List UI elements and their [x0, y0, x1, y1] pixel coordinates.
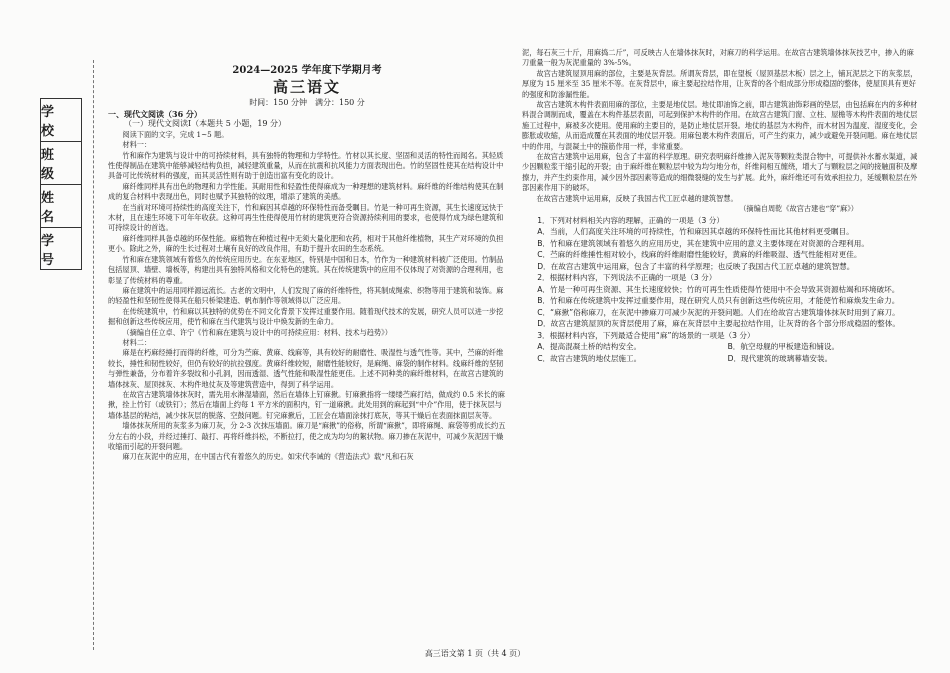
option: B．竹和麻在建筑领域有着悠久的应用历史，其在建筑中应用的意义主要体现在对资源的合理利用。 — [537, 238, 869, 248]
paragraph: 在传统建筑中，竹和麻以其独特的优势在不同文化背景下发挥过重要作用。随着现代技术的发展，研究人员可以进一步挖掘和创新这些传统应用，使竹和麻在当代建筑与设计中焕发新的生命力。 — [108, 306, 504, 327]
option: D．故宫古建筑屋顶的灰背层使用了麻，麻在灰背层中主要起拉结作用，让灰背的各个部分形成稳固的整体。 — [537, 319, 900, 329]
section-heading: 一、现代文阅读（36 分） — [108, 109, 202, 119]
exam-title: 高三语文 — [272, 78, 341, 96]
binding-fold-line — [93, 60, 94, 650]
class-label: 班 级 — [41, 142, 81, 185]
page-footer: 高三语文第 1 页（共 4 页） — [424, 649, 526, 658]
paragraph: 麻纤维同样具有出色的物理和力学性能。其耐用性和轻盈性使得麻成为一种理想的建筑材料。麻纤维的纤维结构使其在制成的复合材料中表现出色，同时也赋予其独特的纹理，增添了建筑的美感。 — [108, 181, 504, 202]
paragraph: 在故宫古建筑中运用麻，包含了丰富的科学原理。研究表明麻纤维掺入泥灰等颗粒类混合物中，可提供补水蓄水渠道，减少因颗粒浆干缩引起的开裂；由于麻纤维在颗粒层中较为均匀地分布，纤维间相互缠绕，增大了与颗粒层之间的接触面积及摩擦力，并产生约束作用，减少因外部因素等造成的细微裂缝的发生与扩展。此外，麻纤维还可有效承担拉力，延缓颗粒层在外部因素作用下的破坏。 — [522, 152, 918, 193]
paragraph: 在当前对环境可持续性的高度关注下，竹和麻因其卓越的环保特性而备受瞩目。竹是一种可再生资源，其生长速度远快于木材，且在速生环境下可年年收获。这种可再生性使得使用竹材的建筑更符合资源持续利用的要求，也使得竹成为绿色建筑和可持续设计的首选。 — [108, 202, 504, 233]
question-3: 3．根据材料内容，下列最适合使用“麻”的场景的一项是（3 分） — [537, 331, 755, 341]
option: C．“麻揪”俗称麻刀，在灰泥中掺麻刀可减少灰泥的开裂问题。人们在给故宫古建筑墙体抹灰时用到了麻刀。 — [537, 307, 900, 317]
material-label: 材料二： — [122, 337, 152, 347]
paragraph: 在故宫古建筑墙体抹灰时，需先用水淋湿墙面，然后在墙体上钉麻揪。钉麻揪指将一缕缕苎麻打结，做成约 0.5 米长的麻揪，拴上竹钉（或铁钉）；然后在墙面上约每 1 平方米的面积内，钉一道麻揪。此处用到的麻起到“中介”作用，使于抹灰层与墙体基层的粘结，减少抹灰层的脱落、空鼓问题。钉完麻揪后，工匠会在墙面涂抹打底灰，等其干燥后在表面抹面层灰等。 — [108, 389, 505, 420]
right-column — [522, 48, 918, 365]
paragraph: 在故宫古建筑中运用麻，反映了我国古代工匠卓越的建筑智慧。 — [536, 193, 738, 203]
question-1: 1．下列对材料相关内容的理解，正确的一项是（3 分） — [537, 215, 724, 225]
paragraph: 麻在建筑中的运用同样源远流长。古老的文明中，人们发现了麻的纤维特性，将其制成绳索、织物等用于建筑和装饰。麻的轻盈性和坚韧性使得其在船只桥梁建造、帆布制作等领域得以广泛应用。 — [108, 285, 504, 306]
name-label: 姓 名 — [41, 185, 81, 228]
option: C．故宫古建筑的地仗层施工。 — [537, 354, 642, 364]
paragraph: 故宫古建筑木构件表面用麻的部位，主要是地仗层。地仗即油饰之前，即古建筑油饰彩画的垫层，由包括麻在内的多种材料混合调制而成，覆盖在木构件基层表面，可起到保护木构件的作用。在故宫古建筑门窗、立柱、屋檐等木构件表面的地仗层施工过程中，麻被多次使用。使用麻的主要目的，是防止地仗层开裂。地仗的基层为木构件，而木材因为温度、湿度变化，会膨胀或收缩，从而造成覆在其表面的地仗层开裂。用麻包裹木构件表面后，可产生约束力，减少或避免开裂问题。麻在地仗层中的作用，与混凝土中的箍筋作用一样，非常重要。 — [522, 100, 918, 151]
source-citation: （摘编自任立卓、许宁《竹和麻在建筑与设计中的可持续应用：材料、技术与趋势》） — [122, 327, 392, 337]
option: A．提高混凝土桥的结构安全。 — [537, 342, 642, 352]
left-column — [108, 64, 506, 463]
paragraph: 麻刀在灰泥中的应用，在中国古代有着悠久的历史。如宋代李诫的《营造法式》载“凡和石灰 — [122, 452, 414, 462]
option-grid — [522, 341, 918, 365]
material-label: 材料一： — [122, 140, 152, 150]
exam-year: 2024—2025 学年度下学期月考 — [232, 65, 382, 76]
instruction: 阅读下面的文字，完成 1~5 题。 — [122, 129, 229, 139]
time-info: 时间：150 分钟 满分：150 分 — [249, 98, 365, 107]
option: D．现代建筑的玻璃幕墙安装。 — [727, 354, 833, 364]
option: D．在故宫古建筑中运用麻，包含了丰富的科学原理；也反映了我国古代工匠卓越的建筑智慧。 — [537, 261, 855, 271]
option: A．竹是一种可再生资源、其生长速度较快；竹的可再生性质使得竹使用中不会导致其资源枯竭和环境破坏。 — [537, 284, 900, 294]
paragraph: 故宫古建筑屋顶用麻的部位，主要是灰背层。所谓灰背层，即在望板（屋顶基层木板）层之上，铺瓦泥层之下的灰浆层，厚度为 15 厘米至 35 厘米不等。在灰背层中，麻主要起拉结作用，让灰背的各个组成部分形成稳固的整体，使屋顶具有更好的强度和防渗漏性能。 — [522, 68, 918, 99]
student-number-label: 学 号 — [41, 234, 60, 268]
paragraph: 竹和麻在建筑领域有着悠久的传统应用历史。在东亚地区，特别是中国和日本，竹作为一种建筑材料被广泛使用。竹制品包括屋顶、墙壁、墙板等，构建出具有独特风格和文化特色的建筑。其在传统建筑中的应用不仅体现了对资源的合理利用，也彰显了传统材料的尊重。 — [108, 254, 504, 285]
paragraph: 泥，每石灰三十斤，用麻捣二斤”，可反映古人在墙体抹灰时，对麻刀的科学运用。在故宫古建筑墙体抹灰技艺中，掺入的麻刀重量一般为灰泥重量的 3%-5%。 — [522, 48, 914, 68]
option: B．竹和麻在传统建筑中发挥过重要作用，现在研究人员只有创新这些传统应用，才能使竹和麻焕发生命力。 — [537, 296, 900, 306]
binding-info-box — [40, 98, 82, 270]
option: C．苎麻的纤维捶性相对较小，线麻的纤维耐磨性能较好，黄麻的纤维吸湿、透气性能相对更佳。 — [537, 250, 862, 260]
paragraph: 麻是在朽麻经捶打而得的纤维，可分为苎麻、黄麻、线麻等，具有较好的耐磨性、吸湿性与透气性等。其中，苎麻的纤维较长，捶性和韧性较好，但仍有较好的抗拉强度。黄麻纤维较短，耐磨性能较好，是麻绳、麻袋的制作材料。线麻纤维的坚韧与弹性兼备，分布着许多裂纹和小孔洞，因而透湿、透气性能和吸湿性能更佳。上述不同种类的麻纤维材料，在故宫古建筑的墙体抹灰、屋顶抹灰、木构件地仗灰及等建筑营造中，得到了科学运用。 — [108, 348, 504, 389]
paragraph: 墙体抹灰所用的灰浆多为麻刀灰，分 2-3 次抹压墙面。麻刀是“麻揪”的俗称，所谓“麻揪”，即将麻绳、麻袋等剪成长约五分左右的小段，并经过捶打、敲打、再将纤维抖松，不断拉打，使之成为均匀的絮状物。麻刀掺在灰泥中，可减少灰泥因干燥收缩而引起的开裂问题。 — [108, 421, 506, 451]
source-citation: （摘编自周乾《故宫古建也“穿”麻》） — [739, 204, 858, 214]
option: B．航空母舰的甲板建造和铺设。 — [727, 342, 840, 352]
school-label: 学 校 — [41, 99, 81, 142]
paragraph: 麻纤维同样具备卓越的环保性能。麻植物在种植过程中无须大量化肥和农药，相对于其他纤维植物，其生产对环境的负担更小。除此之外，麻的生长过程对土壤有良好的改良作用，有助于提升农田的生态系统。 — [108, 233, 504, 254]
question-2: 2．根据材料内容，下列说法不正确的一项是（3 分） — [537, 273, 717, 283]
paragraph: 竹和麻作为建筑与设计中的可持续材料，具有独特的物理和力学特性。竹材以其长度、坚固和灵活的特性而闻名。其轻质性使得制品在建筑中能够减轻结构负担，减轻建筑重量，从而在抗震和抗风能力方面表现出色。竹的坚固性使其在结构设计中具备可比传统材料的强度，而其灵活性则有助于创造出富有变化的设计。 — [108, 150, 504, 181]
option: A．当前，人们高度关注环境的可持续性，竹和麻因其卓越的环保特性而比其他材料更受瞩目。 — [537, 226, 854, 236]
subsection-heading: （一）现代文阅读Ⅰ（本题共 5 小题，19 分） — [124, 119, 287, 129]
